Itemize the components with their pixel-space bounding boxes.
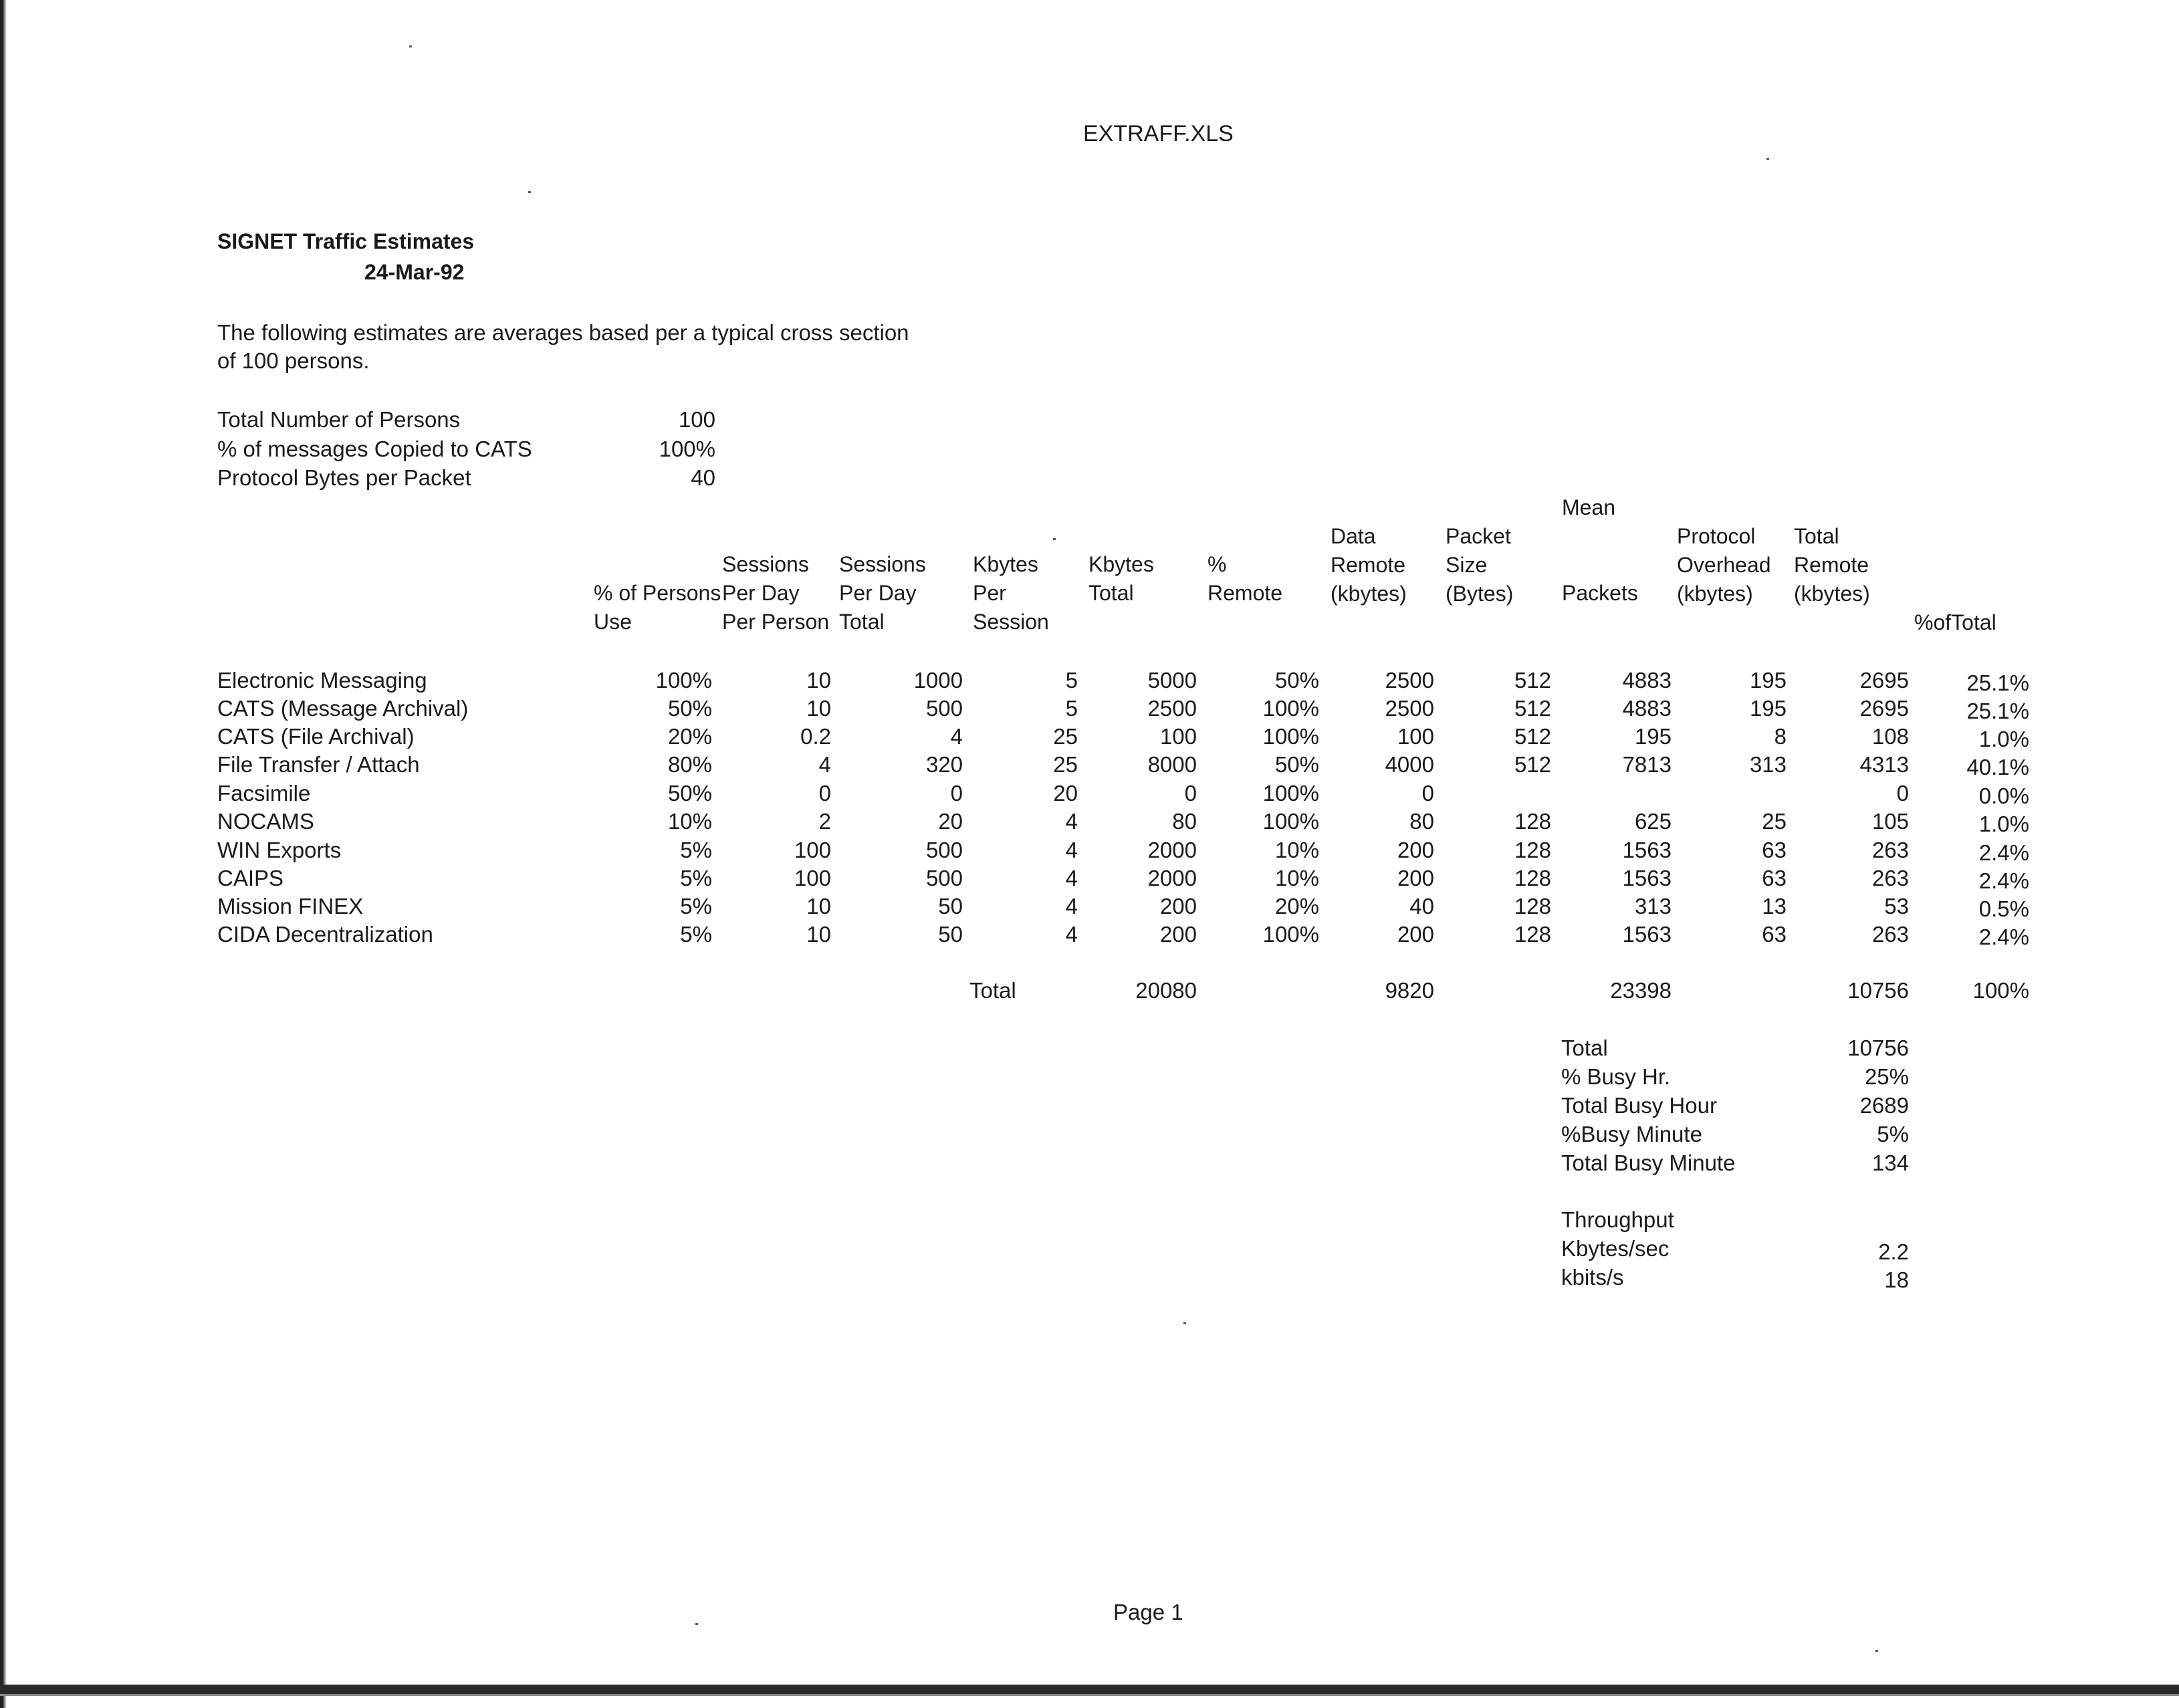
param-value: 100 (678, 407, 715, 432)
cell-total-remote: 108 (1871, 724, 1909, 749)
scan-speck (1875, 1650, 1878, 1652)
param-label: Total Number of Persons (217, 407, 461, 432)
cell-kbytes-total: 80 (1172, 809, 1197, 834)
cell-sessions-total: 50 (938, 894, 963, 919)
column-header-pct-of-total: %ofTotal (1914, 610, 1996, 634)
cell-kbytes-per-session: 5 (1065, 696, 1078, 721)
cell-mean-packets: 7813 (1622, 752, 1672, 777)
cell-sessions-per-person: 0 (818, 781, 831, 806)
column-header-total-remote (1794, 522, 1870, 608)
cell-pct-remote: 50% (1274, 752, 1319, 777)
cell-kbytes-per-session: 25 (1053, 724, 1078, 749)
row-label: CATS (Message Archival) (217, 696, 469, 721)
cell-pct-remote: 100% (1262, 922, 1319, 947)
summary-label: Total Busy Hour (1561, 1093, 1717, 1118)
cell-pct-remote: 10% (1274, 866, 1319, 890)
header-line: Per Person (722, 610, 830, 634)
cell-pct-persons-use: 50% (667, 781, 712, 806)
totals-label: Total (969, 978, 1016, 1003)
cell-kbytes-total: 8000 (1147, 752, 1197, 777)
page-number: Page 1 (1113, 1600, 1183, 1624)
cell-sessions-total: 500 (925, 838, 963, 862)
cell-pct-of-total: 1.0% (1978, 727, 2029, 751)
cell-sessions-per-person: 10 (806, 922, 831, 947)
cell-pct-remote: 20% (1274, 894, 1319, 919)
cell-total-remote: 263 (1871, 866, 1909, 890)
cell-kbytes-total: 2000 (1147, 866, 1197, 890)
row-label: WIN Exports (217, 838, 342, 862)
throughput-value: 2.2 (1878, 1239, 1909, 1264)
cell-protocol-overhead: 313 (1749, 752, 1787, 777)
cell-data-remote: 40 (1409, 894, 1434, 919)
cell-pct-remote: 100% (1262, 696, 1319, 721)
scan-left-edge (0, 0, 7, 1708)
cell-sessions-total: 320 (925, 752, 963, 777)
cell-sessions-total: 0 (950, 781, 963, 806)
cell-pct-remote: 100% (1262, 724, 1319, 749)
header-line: Size (1446, 553, 1488, 577)
summary-value: 25% (1864, 1064, 1909, 1089)
cell-protocol-overhead: 195 (1749, 668, 1787, 693)
header-line: Total (839, 610, 885, 634)
cell-kbytes-total: 200 (1159, 894, 1197, 919)
cell-pct-of-total: 0.5% (1978, 896, 2029, 921)
cell-data-remote: 200 (1397, 866, 1434, 890)
header-line: Remote (1331, 553, 1406, 577)
summary-value: 134 (1871, 1150, 1909, 1175)
cell-mean-packets: 195 (1634, 724, 1672, 749)
cell-sessions-total: 500 (925, 696, 963, 721)
cell-kbytes-per-session: 4 (1065, 866, 1078, 890)
header-line: (Bytes) (1446, 582, 1514, 606)
cell-kbytes-per-session: 5 (1065, 668, 1078, 693)
header-line: Per (973, 581, 1006, 605)
row-label: Facsimile (217, 781, 311, 806)
cell-kbytes-per-session: 20 (1053, 781, 1078, 806)
cell-pct-of-total: 40.1% (1966, 755, 2029, 779)
header-line: Total (1088, 581, 1134, 605)
column-header-kbytes-total (1088, 550, 1154, 608)
cell-pct-persons-use: 10% (667, 809, 712, 834)
total-kbytes: 20080 (1135, 978, 1197, 1003)
summary-label: Total (1561, 1035, 1608, 1060)
cell-sessions-per-person: 10 (806, 696, 831, 721)
column-header-protocol-overhead (1677, 522, 1771, 608)
scan-speck (695, 1623, 698, 1625)
cell-pct-persons-use: 80% (667, 752, 712, 777)
cell-protocol-overhead: 13 (1762, 894, 1787, 919)
cell-packet-size: 128 (1514, 894, 1551, 919)
summary-value: 5% (1877, 1122, 1909, 1146)
column-header-packets: Packets (1562, 581, 1638, 605)
cell-kbytes-total: 5000 (1147, 668, 1197, 693)
cell-kbytes-total: 0 (1184, 781, 1197, 806)
cell-protocol-overhead: 25 (1762, 809, 1787, 834)
summary-value: 10756 (1847, 1035, 1909, 1060)
cell-kbytes-per-session: 4 (1065, 894, 1078, 919)
row-label: Electronic Messaging (217, 668, 427, 693)
cell-pct-persons-use: 5% (680, 866, 712, 890)
column-header-pct-remote (1208, 550, 1282, 608)
cell-total-remote: 263 (1871, 838, 1909, 862)
cell-protocol-overhead: 63 (1762, 838, 1787, 862)
cell-data-remote: 2500 (1385, 696, 1434, 721)
cell-packet-size: 512 (1514, 668, 1551, 693)
cell-sessions-per-person: 10 (806, 668, 831, 693)
cell-pct-of-total: 1.0% (1978, 812, 2029, 836)
cell-packet-size: 128 (1514, 866, 1551, 890)
cell-pct-persons-use: 5% (680, 922, 712, 947)
cell-pct-of-total: 25.1% (1966, 670, 2029, 695)
cell-pct-persons-use: 5% (680, 838, 712, 862)
cell-pct-of-total: 2.4% (1978, 925, 2029, 949)
column-header-data-remote (1331, 522, 1407, 608)
row-label: CATS (File Archival) (217, 724, 415, 749)
column-header-mean: Mean (1562, 495, 1616, 519)
cell-data-remote: 200 (1397, 838, 1434, 862)
header-line: Use (594, 610, 632, 634)
cell-mean-packets: 4883 (1622, 668, 1672, 693)
throughput-value: 18 (1884, 1267, 1909, 1292)
cell-data-remote: 2500 (1385, 668, 1434, 693)
cell-mean-packets: 1563 (1622, 866, 1672, 890)
header-line: Protocol (1677, 524, 1756, 548)
file-name-header: EXTRAFF.XLS (1083, 121, 1234, 146)
document-title: SIGNET Traffic Estimates (217, 229, 475, 253)
header-line: Kbytes (1088, 552, 1154, 576)
header-line: Remote (1208, 581, 1283, 605)
cell-sessions-per-person: 10 (806, 894, 831, 919)
cell-sessions-total: 50 (938, 922, 963, 947)
header-line: Remote (1794, 553, 1869, 577)
header-line: Packet (1446, 524, 1511, 548)
column-header-sessions-per-person (722, 550, 829, 636)
cell-packet-size: 512 (1514, 696, 1551, 721)
cell-mean-packets: 1563 (1622, 922, 1672, 947)
column-header-sessions-total (839, 550, 926, 636)
param-label: Protocol Bytes per Packet (217, 465, 471, 490)
header-line: (kbytes) (1677, 582, 1753, 606)
header-line: % of Persons (594, 581, 721, 605)
row-label: Mission FINEX (217, 894, 364, 919)
cell-kbytes-per-session: 25 (1053, 752, 1078, 777)
cell-kbytes-total: 100 (1159, 724, 1197, 749)
column-header-packet-size (1446, 522, 1513, 608)
cell-pct-of-total: 2.4% (1978, 840, 2029, 865)
cell-data-remote: 4000 (1385, 752, 1434, 777)
scan-bottom-edge-shadow (0, 1694, 2179, 1696)
cell-protocol-overhead: 63 (1762, 922, 1787, 947)
throughput-label: kbits/s (1561, 1265, 1624, 1290)
param-value: 100% (659, 437, 715, 461)
total-remote-kbytes: 10756 (1847, 978, 1909, 1003)
scan-speck (1183, 1322, 1186, 1324)
header-line: Sessions (839, 552, 926, 576)
param-value: 40 (691, 465, 715, 490)
cell-sessions-per-person: 4 (818, 752, 831, 777)
cell-total-remote: 2695 (1859, 668, 1909, 693)
intro-text-line-1: The following estimates are averages based per a typical cross section (217, 320, 909, 345)
total-mean-packets: 23398 (1610, 978, 1672, 1003)
summary-label: % Busy Hr. (1561, 1064, 1671, 1089)
scan-speck (1053, 538, 1056, 540)
cell-pct-of-total: 2.4% (1978, 868, 2029, 893)
cell-pct-remote: 100% (1262, 809, 1319, 834)
cell-mean-packets: 1563 (1622, 838, 1672, 862)
cell-mean-packets: 4883 (1622, 696, 1672, 721)
row-label: NOCAMS (217, 809, 314, 834)
document-date: 24-Mar-92 (364, 260, 465, 284)
cell-packet-size: 128 (1514, 838, 1551, 862)
summary-label: %Busy Minute (1561, 1122, 1702, 1146)
cell-kbytes-per-session: 4 (1065, 809, 1078, 834)
cell-pct-remote: 100% (1262, 781, 1319, 806)
cell-sessions-per-person: 100 (794, 866, 831, 890)
scan-speck (409, 45, 412, 47)
cell-data-remote: 80 (1409, 809, 1434, 834)
total-data-remote: 9820 (1385, 978, 1434, 1003)
summary-label: Total Busy Minute (1561, 1150, 1736, 1175)
cell-total-remote: 2695 (1859, 696, 1909, 721)
cell-data-remote: 0 (1421, 781, 1434, 806)
throughput-heading: Throughput (1561, 1207, 1674, 1232)
cell-pct-of-total: 25.1% (1966, 699, 2029, 723)
header-line: Sessions (722, 552, 809, 576)
scan-bottom-edge (0, 1685, 2179, 1694)
cell-protocol-overhead: 8 (1774, 724, 1787, 749)
row-label: File Transfer / Attach (217, 752, 420, 777)
intro-text-line-2: of 100 persons. (217, 348, 370, 373)
cell-packet-size: 128 (1514, 922, 1551, 947)
column-header-kbytes-per-session (973, 550, 1049, 636)
cell-total-remote: 263 (1871, 922, 1909, 947)
cell-sessions-total: 500 (925, 866, 963, 890)
cell-pct-persons-use: 5% (680, 894, 712, 919)
param-label: % of messages Copied to CATS (217, 437, 532, 461)
cell-sessions-total: 4 (950, 724, 963, 749)
cell-protocol-overhead: 195 (1749, 696, 1787, 721)
cell-pct-persons-use: 20% (667, 724, 712, 749)
column-header-pct-persons-use (594, 579, 721, 636)
header-line: (kbytes) (1331, 582, 1407, 606)
header-line: Overhead (1677, 553, 1771, 577)
cell-total-remote: 0 (1896, 781, 1909, 806)
header-line: % (1208, 552, 1227, 576)
cell-mean-packets: 313 (1634, 894, 1672, 919)
cell-kbytes-per-session: 4 (1065, 922, 1078, 947)
cell-sessions-per-person: 2 (818, 809, 831, 834)
cell-data-remote: 200 (1397, 922, 1434, 947)
header-line: (kbytes) (1794, 582, 1870, 606)
cell-packet-size: 128 (1514, 809, 1551, 834)
cell-total-remote: 105 (1871, 809, 1909, 834)
cell-mean-packets: 625 (1634, 809, 1672, 834)
cell-pct-persons-use: 50% (667, 696, 712, 721)
cell-sessions-total: 20 (938, 809, 963, 834)
cell-sessions-per-person: 0.2 (800, 724, 831, 749)
scan-speck (528, 191, 531, 193)
header-line: Per Day (839, 581, 917, 605)
row-label: CAIPS (217, 866, 284, 890)
header-line: Data (1331, 524, 1376, 548)
header-line: Kbytes (973, 552, 1038, 576)
cell-kbytes-total: 2000 (1147, 838, 1197, 862)
cell-packet-size: 512 (1514, 724, 1551, 749)
row-label: CIDA Decentralization (217, 922, 433, 947)
header-line: Session (973, 610, 1049, 634)
cell-pct-persons-use: 100% (655, 668, 712, 693)
cell-pct-remote: 50% (1274, 668, 1319, 693)
summary-value: 2689 (1859, 1093, 1909, 1118)
throughput-label: Kbytes/sec (1561, 1236, 1670, 1261)
cell-pct-of-total: 0.0% (1978, 783, 2029, 808)
cell-protocol-overhead: 63 (1762, 866, 1787, 890)
cell-kbytes-total: 200 (1159, 922, 1197, 947)
cell-sessions-total: 1000 (913, 668, 963, 693)
cell-data-remote: 100 (1397, 724, 1434, 749)
cell-kbytes-total: 2500 (1147, 696, 1197, 721)
cell-kbytes-per-session: 4 (1065, 838, 1078, 862)
header-line: Per Day (722, 581, 800, 605)
scan-speck (1766, 158, 1769, 160)
cell-sessions-per-person: 100 (794, 838, 831, 862)
cell-packet-size: 512 (1514, 752, 1551, 777)
cell-total-remote: 4313 (1859, 752, 1909, 777)
total-pct-of-total: 100% (1972, 978, 2029, 1003)
header-line: Total (1794, 524, 1839, 548)
cell-total-remote: 53 (1884, 894, 1909, 919)
cell-pct-remote: 10% (1274, 838, 1319, 862)
